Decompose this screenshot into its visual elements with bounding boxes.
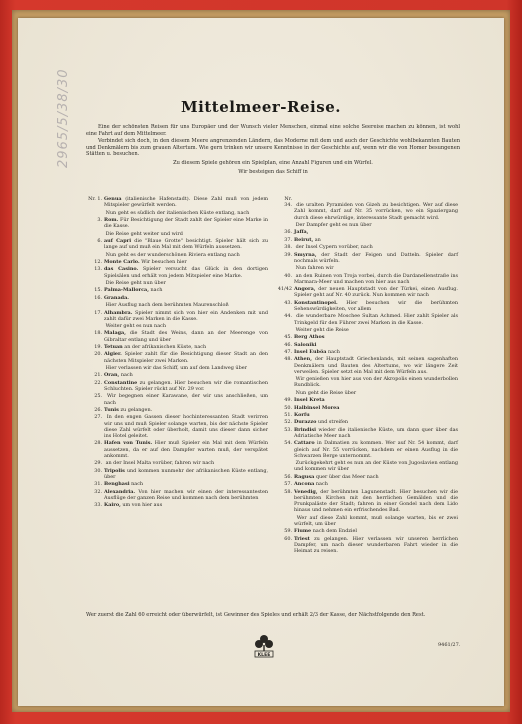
rule-place: Brindisi <box>294 426 317 433</box>
rule-text: Wir begegnen einer Karawane, der wir uns anschließen, um nach <box>104 393 269 406</box>
rule-item <box>276 196 458 221</box>
rule-place: Monte Carlo. <box>104 258 140 265</box>
rule-text: und kommen nunmehr der afrikanischen Küste entlang, über <box>104 467 269 480</box>
rule-number: 52. <box>284 419 292 426</box>
rule-item <box>86 468 268 480</box>
rule-number: 13. <box>94 266 102 273</box>
rule-item <box>276 244 458 250</box>
rule-text: Von hier machen wir einen der interessantesten Ausflüge der ganzen Reise und kommen nach dem berühmten <box>104 488 269 501</box>
rule-place: Hafen von Tunis. <box>104 440 153 447</box>
rule-place: Insel Kreta <box>294 397 325 404</box>
rule-text: Die Reise geht nun über <box>105 279 166 286</box>
rule-text: an der afrikanischen Küste, nach <box>124 344 207 351</box>
rule-item <box>276 252 458 264</box>
rule-place: Venedig, <box>294 488 318 495</box>
rule-item <box>86 231 268 237</box>
rule-number: 49. <box>284 397 292 404</box>
rule-number: 45. <box>284 334 292 341</box>
rule-text: Hier verlassen wir das Schiff, um auf dem Landweg über <box>105 365 247 372</box>
rule-text: Hier Ausflug nach dem berühmten Maurenschloß <box>105 302 229 309</box>
rule-number: 21. <box>94 372 102 379</box>
rule-item <box>86 372 268 378</box>
rule-item <box>276 229 458 235</box>
rule-number: 22. <box>94 379 102 386</box>
rule-text: Der Dampfer geht es nun über <box>295 222 372 228</box>
rule-number: 56. <box>284 473 292 480</box>
rule-text: Wir genießen von hier aus von der Akropolis einen wunderbollen Rundblick. <box>294 376 458 389</box>
rule-number: 50. <box>284 404 292 411</box>
rule-place: das Casino. <box>104 266 139 273</box>
rule-item <box>86 295 268 301</box>
rule-item <box>86 238 268 250</box>
rule-item <box>276 300 458 312</box>
rule-item <box>86 351 268 363</box>
rule-item <box>86 302 268 308</box>
rule-number: 51. <box>284 412 292 419</box>
rule-text: nach <box>315 481 328 488</box>
rule-number: 54. <box>284 440 292 447</box>
rule-text: die "Blaue Grotte" besichtigt. Spieler hält sich zu lange auf und muß ein Mal mit dem Würfeln aussetzen. <box>104 237 268 251</box>
rule-place: Tripolis <box>104 467 125 474</box>
rule-text: die uralten Pyramiden von Gizeh zu besichtigen. Wer auf diese Zahl kommt, darf auf Nr. 35 vorrücken, wo ein Spaziergang durch diese ehrwürdige, interessante Stadt gemacht wird. <box>294 202 458 221</box>
rule-item <box>276 349 458 355</box>
rule-place: Alexandria. <box>104 488 136 495</box>
rule-text: an der Insel Malta vorüber, fahren wir nach <box>105 460 215 467</box>
rule-place: Tetuan <box>104 344 123 351</box>
rule-number: 33. <box>94 502 102 509</box>
rule-text: nach <box>150 287 163 294</box>
rule-item <box>86 502 268 508</box>
rule-place: Alhambra. <box>104 309 133 316</box>
rule-text: Die Reise geht weiter und wird <box>105 230 183 237</box>
rule-place: Granada. <box>104 294 129 301</box>
rule-text: nach <box>120 372 133 379</box>
rule-text: wieder die italienische Küste, um dann quer über das Adriatische Meer nach <box>294 426 459 440</box>
rule-number: 15. <box>94 287 102 294</box>
rule-item <box>276 334 458 340</box>
rule-item <box>86 266 268 278</box>
rule-item <box>86 344 268 350</box>
rule-place: Angora, <box>294 286 316 293</box>
rule-item <box>86 440 268 459</box>
rule-number: 38. <box>284 244 292 251</box>
intro-paragraph: Zu diesem Spiele gehören ein Spielplan, eine Anzahl Figuren und ein Würfel. <box>173 159 373 166</box>
rule-item <box>86 323 268 329</box>
rule-number: 57. <box>284 481 292 488</box>
rule-number: 58. <box>284 488 292 495</box>
rule-item <box>86 310 268 322</box>
rule-text: (italienische Hafenstadt). Diese Zahl muß von jedem Mitspieler gewürfelt werden. <box>104 196 268 209</box>
rule-text: an den Ruinen von Troja vorbei, durch die Dardanellenstraße ins Marmara-Meer und machen von hier aus nach <box>294 272 458 285</box>
rule-item <box>276 419 458 425</box>
rule-item <box>276 313 458 325</box>
rule-number: 59. <box>284 528 292 535</box>
rule-item <box>276 460 458 472</box>
intro-text <box>86 124 460 176</box>
rule-item <box>276 265 458 271</box>
rule-place: Saloniki <box>294 341 317 348</box>
start-note: Wir besteigen das Schiff in <box>238 168 308 175</box>
rule-item <box>86 365 268 371</box>
winner-rule: Wer zuerst die Zahl 60 erreicht oder überwürfelt, ist Gewinner des Spieles und erhält 2/3 der Kasse, der Nächstfolgende den Rest. <box>86 612 426 618</box>
rule-item <box>276 390 458 396</box>
rule-item <box>86 330 268 342</box>
rule-number: 53. <box>284 426 292 433</box>
rule-number: 12. <box>94 258 102 265</box>
rule-text: der neuen Hauptstadt von der Türkei, einen Ausflug. Spieler geht auf Nr. 40 zurück. Nun kommen wir nach <box>294 286 458 299</box>
rule-text: Weiter geht es nun nach <box>105 323 167 330</box>
rule-number: 47. <box>284 349 292 356</box>
rule-text: Wer auf diese Zahl kommt, muß solange warten, bis er zwei würfelt, um über <box>294 514 458 527</box>
rule-place: Smyrna, <box>294 251 317 258</box>
rule-place: Constantine <box>104 379 138 386</box>
rule-text: die wunderbare Moschee Sultan Achmed. Hier zahlt Spieler als Trinkgeld für den Führer zwei Marken in die Kasse. <box>294 313 459 326</box>
rule-item <box>276 536 458 555</box>
rule-number: 43. <box>284 299 292 306</box>
rule-item <box>86 280 268 286</box>
rule-number: 16. <box>94 294 102 301</box>
rule-text: der berühmten Lagunenstadt. Hier besuchen wir die berühmten Kirchen mit den herrlichen Gemälden und die Prunkpaläste der Stadt; fahren in einer Gondel nach dem Lido hinaus und nehmen ein erfrischendes Bad. <box>294 488 458 514</box>
rule-place: Algier. <box>104 351 122 358</box>
rule-number: 48. <box>284 356 292 363</box>
rule-number: 36. <box>284 229 292 236</box>
rule-place: Beirut, <box>294 236 314 243</box>
rule-item <box>86 196 268 208</box>
rule-place: Athen, <box>294 356 312 363</box>
rules-sheet <box>18 18 504 706</box>
rule-number: 27. <box>94 414 102 421</box>
rule-text: Nun geht es südlich der italienischen Küste entlang, nach <box>105 209 250 216</box>
rule-place: Berg Athos <box>294 334 325 341</box>
rule-place: Insel Euböa <box>294 349 327 356</box>
rule-place: Cattaro <box>294 440 315 447</box>
rule-number: 19. <box>94 344 102 351</box>
rule-place: Korfu <box>294 412 310 419</box>
rule-item <box>86 489 268 501</box>
publisher-logo-text: KLEE <box>257 652 271 658</box>
rule-text: quer über das Meer nach <box>315 473 379 480</box>
rule-place: Triest <box>294 535 310 542</box>
rule-text: um von hier aus <box>122 502 163 509</box>
rule-text: zu gelangen. Hier besuchen wir die romantischen Schluchten. Spieler rückt auf Nr. 29 vor. <box>104 379 268 393</box>
rule-number: 3. <box>97 216 102 223</box>
rule-number: 44. <box>284 313 292 320</box>
rule-place: Palma-Mallorca, <box>104 287 149 294</box>
rule-place: Kairo, <box>104 502 121 509</box>
rule-item <box>276 427 458 439</box>
rule-item <box>276 356 458 375</box>
rule-item <box>86 407 268 413</box>
rule-text: Spieler zahlt für die Besichtigung dieser Stadt an den nächsten Mitspieler zwei Marken. <box>104 351 268 364</box>
rule-place: auf Capri <box>104 237 132 244</box>
rule-item <box>86 252 268 258</box>
rule-number: 30. <box>94 467 102 474</box>
rule-text: Nun geht es der wunderschönen Riviera entlang nach <box>105 251 240 258</box>
rule-place: Genua <box>104 196 122 202</box>
rule-number: 20. <box>94 351 102 358</box>
rule-place: Halbinsel Morea <box>294 404 340 411</box>
rule-place: Tunis <box>104 407 119 414</box>
rule-text: der Stadt der Feigen und Datteln. Spieler darf nochmals würfeln. <box>294 251 458 264</box>
rule-item <box>276 286 458 298</box>
rule-item <box>86 287 268 293</box>
rule-text: Für Besichtigung der Stadt zahlt der Spieler eine Marke in die Kasse. <box>104 216 268 230</box>
rule-item <box>86 481 268 487</box>
rule-number: Nr. 1. <box>88 196 102 202</box>
rule-number: Nr. 34. <box>284 196 292 209</box>
rule-place: Durazzo <box>294 419 317 426</box>
rule-place: Ragusa <box>294 473 315 480</box>
rule-item <box>86 393 268 405</box>
rule-item <box>276 481 458 487</box>
rule-number: 46. <box>284 341 292 348</box>
rule-item <box>276 440 458 459</box>
rule-text: die Stadt des Weins, dann an der Meerenge von Gibraltar entlang und über <box>104 330 268 343</box>
rule-number: 26. <box>94 407 102 414</box>
rule-text: der Insel Cypern vorüber, nach <box>295 244 373 251</box>
rule-item <box>86 380 268 392</box>
rule-item <box>276 489 458 514</box>
clover-logo-icon <box>254 634 274 658</box>
pencil-inventory-note: 2965/5/38/30 <box>56 68 71 168</box>
rule-number: 25. <box>94 393 102 400</box>
rule-text: Hier besuchen wir die berühmten Sehenswürdigkeiten, vor allem <box>294 299 458 312</box>
rule-text: Zurückgekehrt geht es nun an der Küste von Jugoslavien entlang und kommen wir über <box>294 460 458 473</box>
rule-text: Nun geht die Reise über <box>295 389 357 396</box>
rule-text: nach dem Endziel <box>312 528 357 535</box>
rule-number: 39. <box>284 251 292 258</box>
rule-place: Ancona <box>294 481 315 488</box>
rule-item <box>276 237 458 243</box>
rule-item <box>86 259 268 265</box>
rule-item <box>86 460 268 466</box>
rule-item <box>86 217 268 229</box>
rule-place: Fiume <box>294 528 312 535</box>
rule-place: Konstantinopel. <box>294 299 338 306</box>
rule-place: Benghasi <box>104 481 130 488</box>
rule-place: Malaga, <box>104 330 126 337</box>
rule-place: Rom. <box>104 216 119 223</box>
rule-item <box>276 376 458 388</box>
rule-text: In den engen Gassen dieser hochinteressanten Stadt verirren wir uns und muß Spieler solange warten, bis der nächste Spieler diese Zahl würfelt oder überholt, damit uns dieser dann sicher ins Hotel geleitet. <box>104 414 268 440</box>
rule-item <box>276 397 458 403</box>
rule-item <box>276 342 458 348</box>
rule-item <box>276 405 458 411</box>
rule-place: Oran, <box>104 372 120 379</box>
rule-number: 28. <box>94 440 102 447</box>
intro-paragraph: Verbindet sich doch, in den diesem Meere angrenzenden Ländern, das Moderne mit dem und auch der Geschichte wohlbekannten Bauten und Denkmälern bis zum grauen Altertum. Wie gern trinken wir unsere Kenntnisse in der Geschichte auf, wenn wir die von Homer besungenen Stätten u. besuchen. <box>86 138 460 158</box>
rule-number: 29. <box>94 460 102 467</box>
rule-text: Hier muß Spieler ein Mal mit dem Würfeln aussetzen, da er auf den Dampfer warten muß, der verspätet ankommt. <box>104 440 268 459</box>
rule-item <box>86 210 268 216</box>
rule-number: 31. <box>94 481 102 488</box>
rule-item <box>276 528 458 534</box>
rule-text: an <box>314 236 321 243</box>
rule-text: Nun fahren wir <box>295 265 334 272</box>
rule-place: Jaffa, <box>294 229 309 236</box>
rule-item <box>86 414 268 439</box>
rule-text: Spieler versucht das Glück in den dortigen Spielsälen und erhält von jedem Mitspieler eine Marke. <box>104 266 268 279</box>
rule-number: 41/42 <box>277 286 292 293</box>
rule-item <box>276 327 458 333</box>
rule-number: 60. <box>284 535 292 542</box>
rule-number: 37. <box>284 236 292 243</box>
rule-number: 32. <box>94 488 102 495</box>
intro-paragraph: Eine der schönsten Reisen für uns Europäer und der Wunsch vieler Menschen, einmal eine solche Seereise machen zu können, ist wohl eine Fahrt auf dem Mittelmeer. <box>86 124 460 137</box>
rule-number: 40. <box>284 272 292 279</box>
rule-item <box>276 515 458 527</box>
rule-text: der Hauptstadt Griechenlands, mit seinen sagenhaften Denkmälern und Bauten des Altertums, wo wir längere Zeit verweilen. Spieler setzt ein Mal mit dem Würfeln aus. <box>294 356 458 375</box>
rule-item <box>276 273 458 285</box>
rule-text: Spieler nimmt sich von hier ein Andenken mit und zahlt dafür zwei Marken in die Kasse. <box>104 309 268 322</box>
rule-number: 17. <box>94 309 102 316</box>
rule-item <box>276 222 458 228</box>
rules-column-right <box>276 196 458 555</box>
rule-text: Wir besuchen hier <box>141 258 187 265</box>
rule-item <box>276 412 458 418</box>
rule-number: 18. <box>94 330 102 337</box>
rule-text: Weiter geht die Reise <box>295 326 349 333</box>
rule-item <box>276 474 458 480</box>
rule-text: und streifen <box>317 419 349 426</box>
rules-column-left <box>86 196 268 510</box>
rule-text: nach <box>131 481 144 488</box>
print-code: 9461/27. <box>438 642 461 648</box>
rule-text: in Dalmatien zu kommen. Wer auf Nr. 54 kommt, darf gleich auf Nr. 55 vorrücken, nachdem er einen Ausflug in die Schwarzen Berge unternommt. <box>294 440 458 459</box>
rule-text: zu gelangen. <box>120 407 153 414</box>
page-title: Mittelmeer-Reise. <box>181 98 341 116</box>
rule-number: 6. <box>97 237 102 244</box>
rule-text: zu gelangen. Hier verlassen wir unseren herrlichen Dampfer, um nach dieser wunderbaren Fahrt wieder in die Heimat zu reisen. <box>294 535 458 554</box>
rule-text: nach <box>327 349 340 356</box>
